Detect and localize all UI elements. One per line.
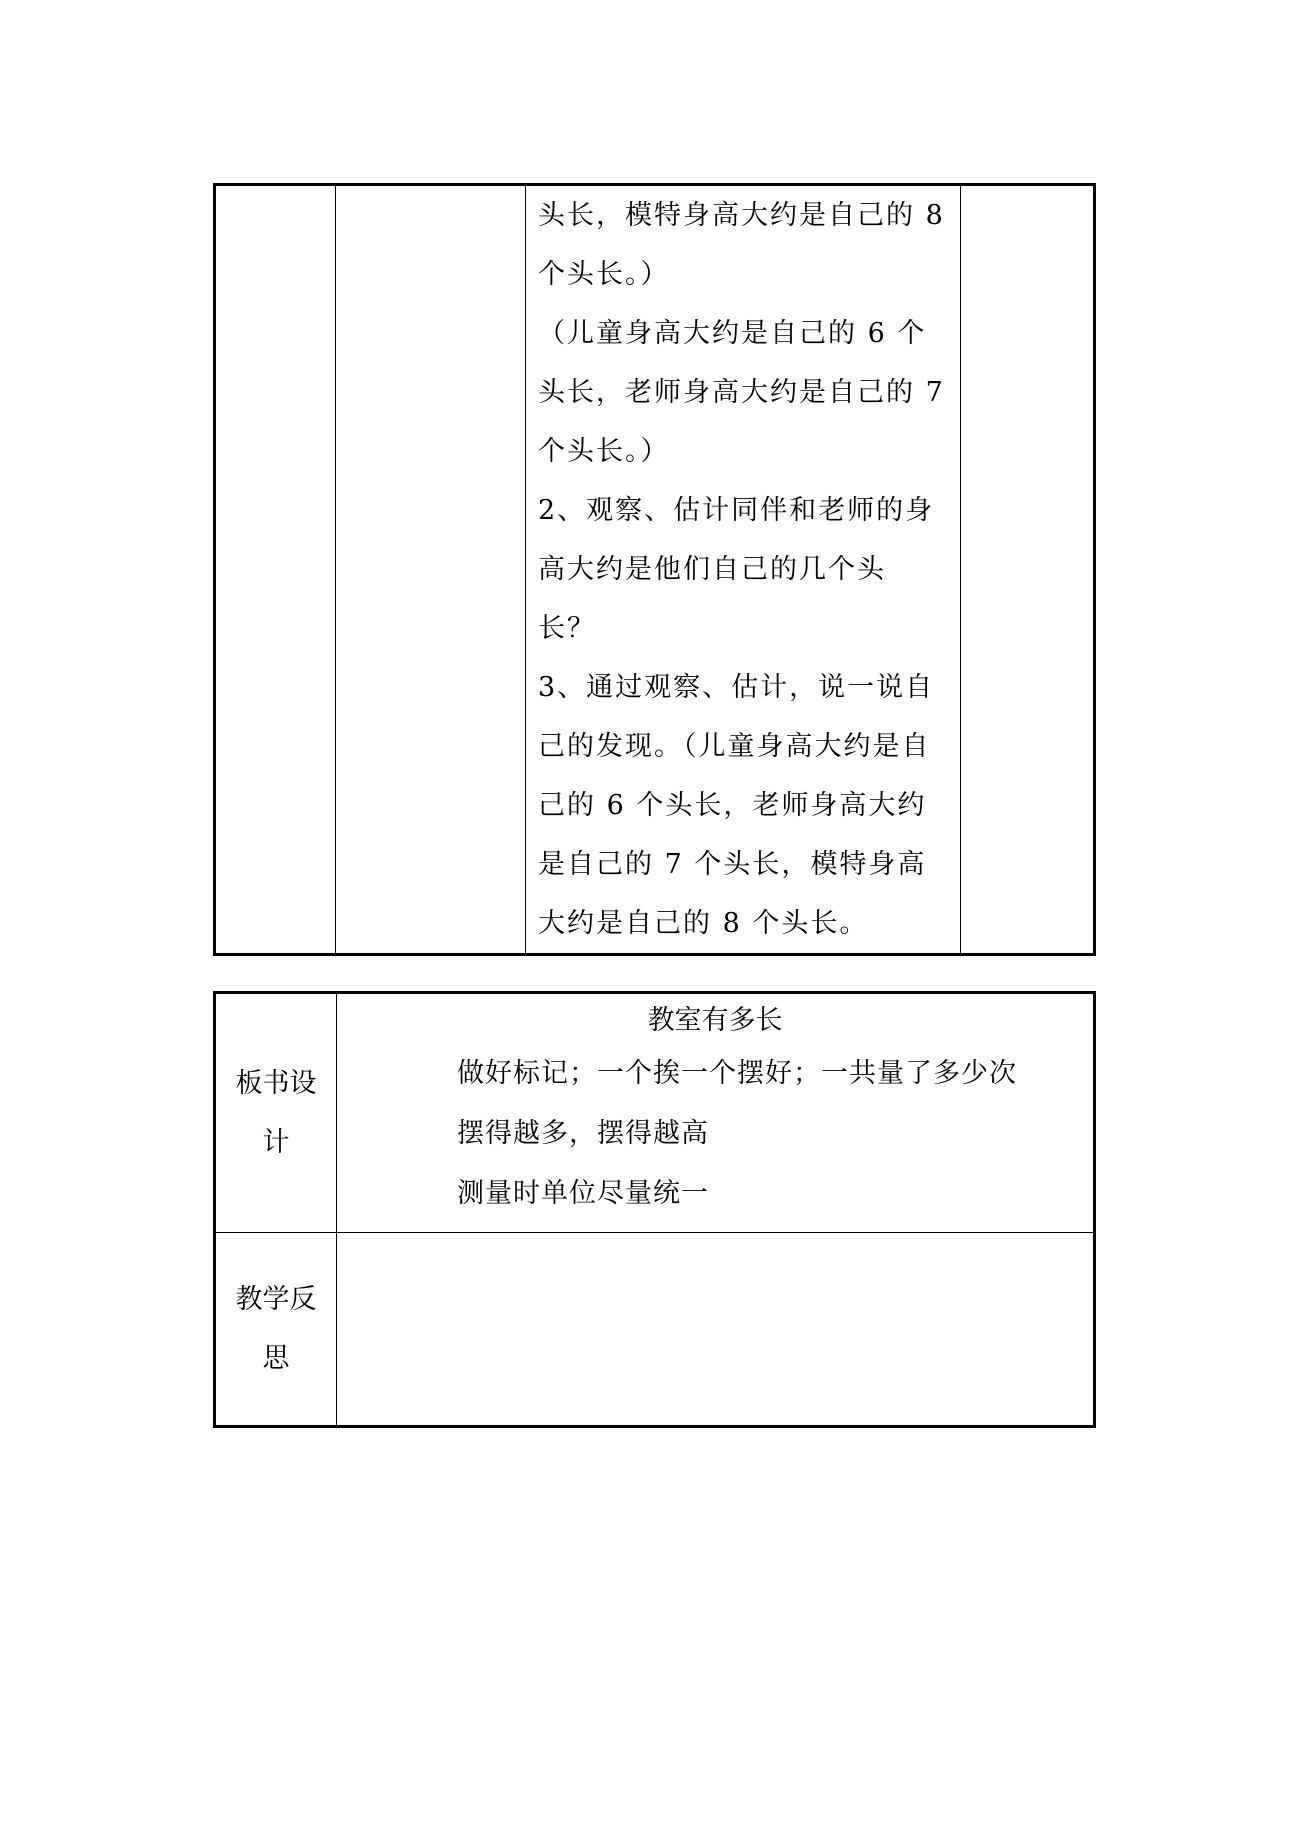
board-and-reflection-table [213,991,1096,1428]
board-line: 测量时单位尽量统一 [457,1178,709,1209]
reflection-content [337,1233,1095,1427]
empty-cell [215,185,336,955]
board-design-row [215,993,1095,1233]
content-line: 高大约是他们自己的几个头 [538,554,886,585]
label-line: 计 [262,1127,290,1158]
activity-content-cell [526,185,961,955]
table-row [215,185,1095,955]
content-line: （儿童身高大约是自己的 6 个 [538,318,927,349]
content-line: 长？ [538,613,596,644]
board-design-content [337,993,1095,1233]
content-line: 3、通过观察、估计，说一说自 [538,672,935,703]
content-line: 是自己的 7 个头长，模特身高 [538,849,927,880]
content-line: 个头长。） [538,436,670,467]
empty-cell [961,185,1095,955]
lesson-plan-table-continued [213,183,1096,956]
label-line: 思 [262,1343,290,1374]
empty-cell [336,185,526,955]
reflection-row [215,1233,1095,1427]
content-line: 己的发现。（儿童身高大约是自 [538,731,931,762]
content-line: 大约是自己的 8 个头长。 [538,908,869,939]
board-line: 做好标记；一个挨一个摆好；一共量了多少次 [457,1058,1017,1089]
label-line: 教学反 [235,1284,317,1315]
label-line: 板书设 [235,1068,317,1099]
reflection-label [215,1233,337,1427]
content-line: 头长，模特身高大约是自己的 8 [538,200,945,231]
board-line: 摆得越多，摆得越高 [457,1118,709,1149]
content-line: 个头长。） [538,259,670,290]
board-title: 教室有多长 [647,1005,783,1036]
content-line: 2、观察、估计同伴和老师的身 [538,495,935,526]
content-line: 己的 6 个头长，老师身高大约 [538,790,927,821]
board-design-label [215,993,337,1233]
content-line: 头长，老师身高大约是自己的 7 [538,377,945,408]
